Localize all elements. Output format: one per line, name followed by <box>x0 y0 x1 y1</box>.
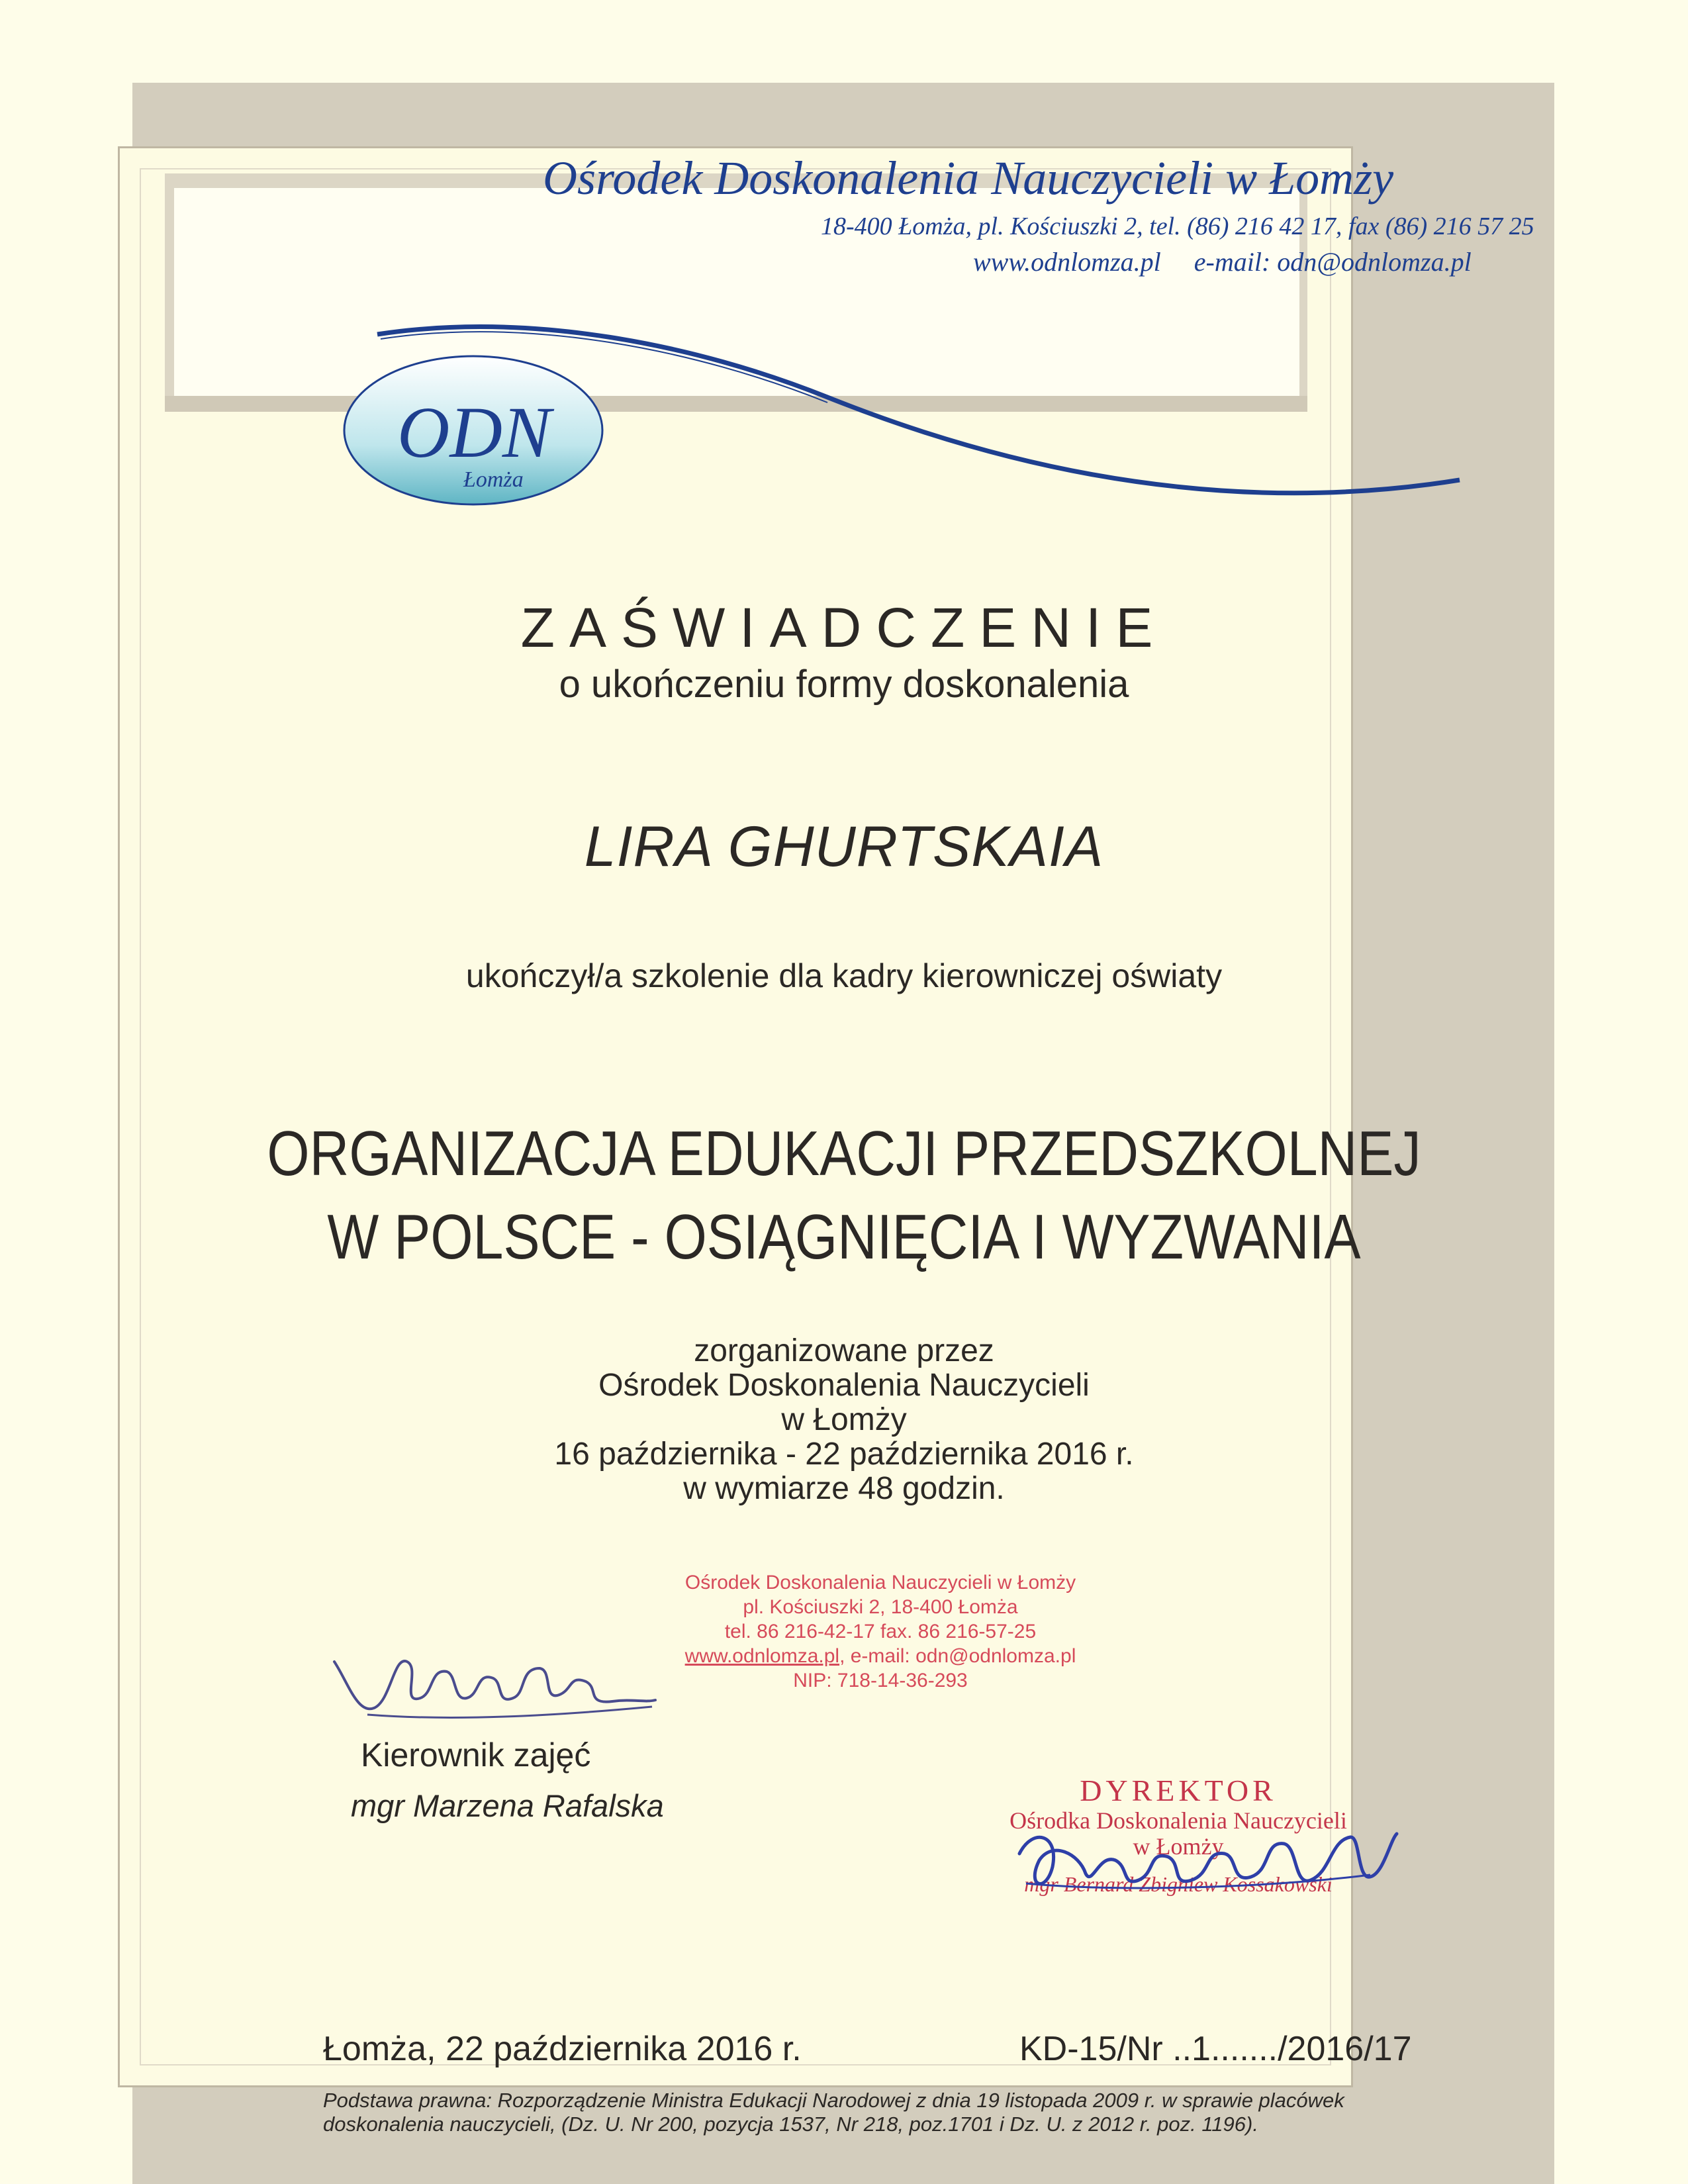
recipient-name: LIRA GHURTSKAIA <box>584 815 1104 878</box>
instructor-role: Kierownik zajęć <box>361 1736 591 1774</box>
stamp-email: , e-mail: odn@odnlomza.pl <box>839 1645 1076 1667</box>
organizer-line1: Ośrodek Doskonalenia Nauczycieli <box>598 1368 1090 1403</box>
course-title <box>118 1112 1570 1279</box>
director-title: DYREKTOR <box>1080 1774 1277 1807</box>
instructor-signature <box>321 1642 665 1728</box>
stamp-website: www.odnlomza.pl <box>684 1645 840 1667</box>
website-link[interactable]: www.odnlomza.pl <box>973 247 1161 277</box>
director-city: w Łomży <box>1133 1833 1224 1860</box>
document-number: KD-15/Nr ..1......./2016/17 <box>1019 2030 1412 2068</box>
email-text: e-mail: odn@odnlomza.pl <box>1194 247 1472 277</box>
logo-city: Łomża <box>463 467 524 492</box>
stamp-line3: tel. 86 216-42-17 fax. 86 216-57-25 <box>724 1621 1037 1642</box>
course-dates: 16 października - 22 października 2016 r. <box>554 1437 1134 1472</box>
director-signature <box>1000 1814 1410 1913</box>
course-title-line1: ORGANIZACJA EDUKACJI PRZEDSZKOLNEJ <box>267 1118 1421 1189</box>
director-org: Ośrodka Doskonalenia Nauczycieli <box>1009 1807 1347 1834</box>
director-name: mgr Bernard Zbigniew Kossakowski <box>1024 1872 1333 1896</box>
institution-name: Ośrodek Doskonalenia Nauczycieli w Łomży <box>543 152 1394 205</box>
institution-address: 18-400 Łomża, pl. Kościuszki 2, tel. (86) 216 42 17, fax (86) 216 57 25 <box>821 213 1534 240</box>
legal-basis: Podstawa prawna: Rozporządzenie Ministra Edukacji Narodowej z dnia 19 listopada 2009 r. w sprawie placówek doskonalenia nauczycieli, (Dz. U. Nr 200, pozycja 1537, Nr 218, poz.1701 i Dz. U. z 2012 r. poz. 1196). <box>323 2089 1344 2136</box>
completion-text: ukończył/a szkolenie dla kadry kierowniczej oświaty <box>465 957 1223 994</box>
organizer-line2: w Łomży <box>781 1402 907 1437</box>
stamp-line4 <box>649 1644 1112 1668</box>
stamp-line2: pl. Kościuszki 2, 18-400 Łomża <box>743 1596 1018 1618</box>
course-duration: w wymiarze 48 godzin. <box>683 1471 1005 1506</box>
institution-stamp <box>649 1570 1112 1693</box>
document-title: ZAŚWIADCZENIE <box>520 596 1168 659</box>
logo-text: ODN <box>397 392 551 473</box>
stamp-line1: Ośrodek Doskonalenia Nauczycieli w Łomży <box>684 1572 1076 1593</box>
course-title-line2: W POLSCE - OSIĄGNIĘCIA I WYZWANIA <box>327 1202 1361 1272</box>
organizer-block <box>0 1334 1688 1506</box>
document-subtitle: o ukończeniu formy doskonalenia <box>559 663 1129 706</box>
institution-contact <box>973 246 1505 277</box>
place-and-date: Łomża, 22 października 2016 r. <box>323 2030 802 2068</box>
instructor-name: mgr Marzena Rafalska <box>351 1788 664 1823</box>
header-swoosh-logo <box>0 0 1688 596</box>
stamp-nip: NIP: 718-14-36-293 <box>793 1670 968 1691</box>
organized-by-label: zorganizowane przez <box>694 1333 994 1368</box>
